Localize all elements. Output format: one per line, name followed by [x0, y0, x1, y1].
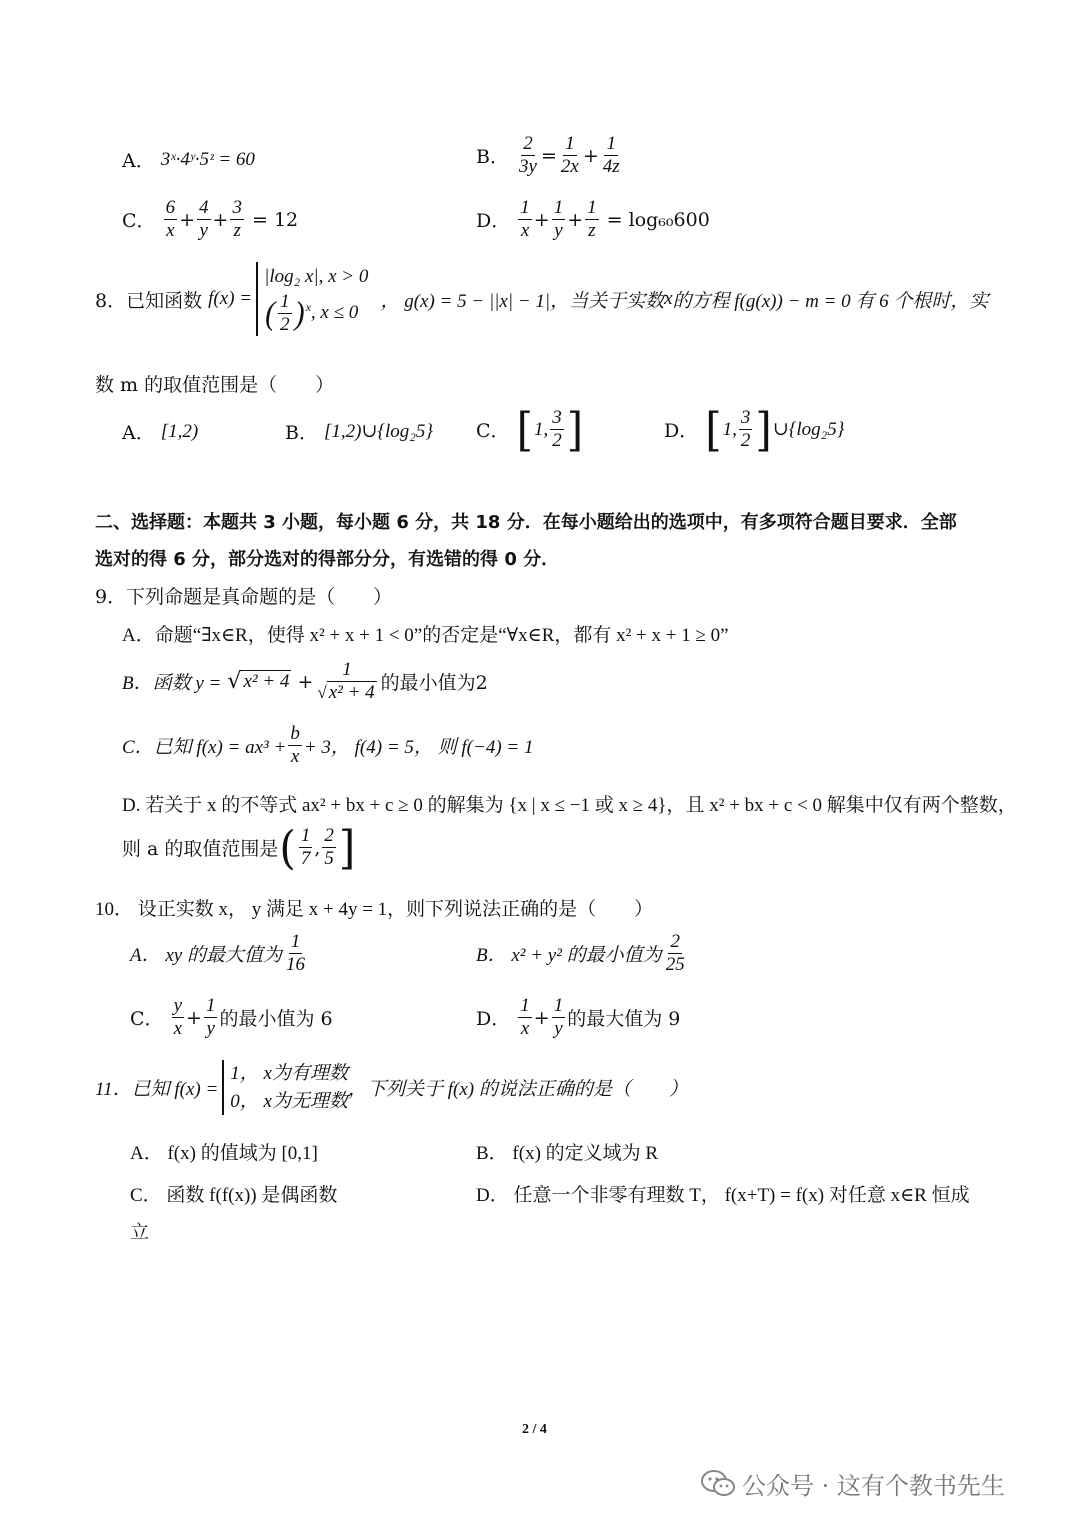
- q10-option-a: A． xy 的最大值为 1 16: [130, 931, 305, 975]
- q8-option-d: D． [ 1, 3 2 ] ∪{log₂5}: [664, 402, 845, 457]
- q9-option-d: D. 若关于 x 的不等式 ax² + bx + c ≥ 0 的解集为 {x | x ≤ −1 或 x ≥ 4}，且 x² + bx + c < 0 解集中仅有两个整数，: [122, 795, 1017, 816]
- q11-option-d: D． 任意一个非零有理数 T， f(x+T) = f(x) 对任意 x∈R 恒成: [476, 1185, 970, 1206]
- q11-piecewise: 1， x为有理数 0， x为无理数: [222, 1060, 348, 1115]
- q11-option-a: A． f(x) 的值域为 [0,1]: [130, 1143, 318, 1164]
- watermark-text: 公众号 · 这有个教书先生: [742, 1472, 1005, 1500]
- q9-option-d-line2: 则 a 的取值范围是 ( 1 7 , 2 5 ]: [122, 820, 356, 875]
- q7-option-a: A． 3ˣ·4ʸ·5ᶻ = 60: [122, 148, 255, 172]
- q9-option-b: B．函数 y = √ x² + 4 + 1 √ x² + 4 的最小值为2: [122, 659, 488, 703]
- q9-stem: 9．下列命题是真命题的是（ ）: [95, 586, 393, 608]
- q8-piecewise: |log₂ x|, x > 0 ( $\frac{1}{2}$ )$^x$, x ≤ 0: [256, 262, 368, 336]
- watermark: [700, 1466, 1005, 1501]
- q10-option-c: C． y x + 1 y 的最小值为 6: [130, 995, 333, 1039]
- section2-heading-line2: 选对的得 6 分，部分选对的得部分分，有选错的得 0 分．: [95, 549, 560, 570]
- q7-option-c: C． 6 x + 4 y + $\frac{3}{z}$ = 12: [122, 197, 299, 241]
- q11-option-d-cont: 立: [130, 1221, 150, 1243]
- q8-option-b: B． [1,2)∪{log₂5}: [285, 421, 433, 444]
- q7-option-b: B． 2 3y = 1 2x + 1 4z: [476, 133, 620, 177]
- q11-option-b: B． f(x) 的定义域为 R: [476, 1143, 659, 1164]
- page-number: 2 / 4: [522, 1422, 547, 1437]
- q7-option-d: D． 1 x + 1 y + $\frac{1}{z}$ = log₆₀600: [476, 197, 710, 241]
- q10-option-b: B． x² + y² 的最小值为 2 25: [476, 931, 685, 975]
- q8-stem: 8． 已知函数 f(x) = |log₂ x|, x > 0 ( $\frac{1}{2}$ )$^x$, x ≤ 0 ， g(x) = 5 − ||x| − 1|，当关于实数 x 的方程 f(g(x)) − m = 0 有 6 个根时，实: [95, 262, 988, 336]
- q9-option-a: A．命题“∃x∈R，使得 x² + x + 1 < 0”的否定是“∀x∈R，都有 x² + x + 1 ≥ 0”: [122, 625, 729, 646]
- q9-option-c: C．已知 f(x) = ax³ + $\frac{b}{x}$ + 3， f(4) = 5， 则 f(−4) = 1: [122, 723, 534, 767]
- q8-option-a: A． [1,2): [122, 420, 199, 444]
- q11-stem: 11．已知 f(x) = 1， x为有理数 0， x为无理数 ，下列关于 f(x) 的说法正确的是（ ）: [95, 1060, 688, 1115]
- wechat-icon: [700, 1469, 736, 1499]
- q8-stem-line2: 数 m 的取值范围是（ ）: [95, 374, 335, 396]
- q8-option-c: C． [ 1, 3 2 ]: [476, 402, 584, 457]
- section2-heading: 二、选择题：本题共 3 小题，每小题 6 分，共 18 分．在每小题给出的选项中，有多项符合题目要求．全部: [95, 512, 957, 533]
- q10-option-d: D． 1 x + 1 y 的最大值为 9: [476, 995, 681, 1039]
- q10-stem: 10． 设正实数 x， y 满足 x + 4y = 1，则下列说法正确的是（ ）: [95, 899, 654, 920]
- q11-option-c: C． 函数 f(f(x)) 是偶函数: [130, 1185, 338, 1206]
